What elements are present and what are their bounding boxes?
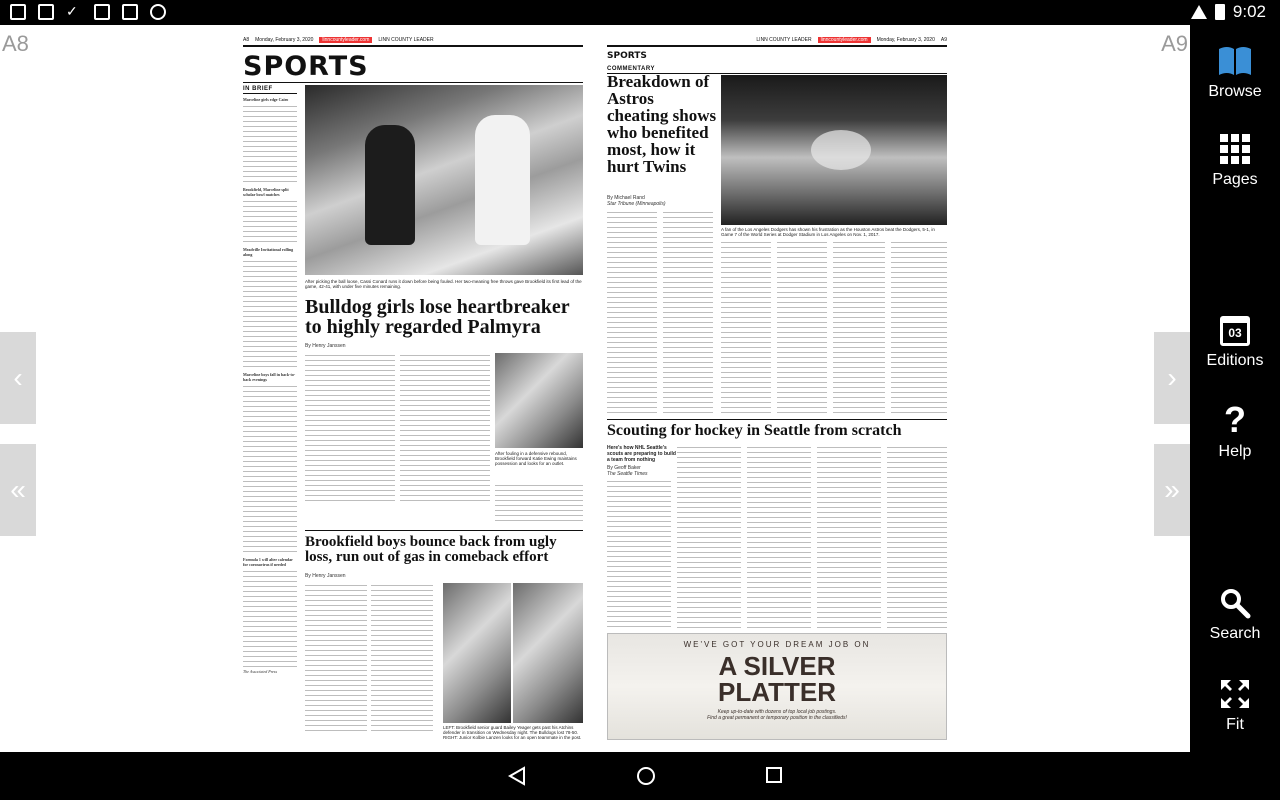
notification-icons bbox=[10, 4, 166, 20]
recents-icon[interactable] bbox=[765, 766, 783, 784]
ad-line: Keep up-to-date with dozens of top local job postings. bbox=[717, 709, 837, 715]
previous-page-button[interactable] bbox=[0, 332, 36, 424]
search-icon bbox=[1219, 587, 1251, 619]
calendar-icon bbox=[94, 4, 110, 20]
help-button[interactable]: ? Help bbox=[1190, 403, 1280, 461]
byline-source: The Seattle Times bbox=[607, 471, 648, 477]
brief-text bbox=[243, 259, 297, 369]
ad-line: A SILVER bbox=[718, 651, 836, 681]
brief-source: The Associated Press bbox=[243, 669, 277, 674]
back-icon[interactable] bbox=[507, 766, 527, 786]
grid-icon bbox=[1219, 133, 1251, 165]
headline-astros[interactable]: Breakdown of Astros cheating shows who benefited most, how it hurt Twins bbox=[607, 72, 717, 176]
fit-button[interactable]: Fit bbox=[1190, 678, 1280, 734]
clock: 9:02 bbox=[1232, 2, 1266, 21]
player-white-jersey bbox=[475, 115, 530, 245]
pages-button[interactable]: Pages bbox=[1190, 133, 1280, 189]
left-page-label: A8 bbox=[2, 31, 29, 56]
classifieds-ad[interactable] bbox=[607, 633, 947, 740]
website-tag: linncountyleader.com bbox=[818, 37, 871, 43]
divider bbox=[607, 419, 947, 420]
photo-caption: LEFT: Brookfield senior guard Bailey Yeager gets past his Atchins defender in transition on Wednesday night. The Bulldogs lost 78-50. RIGHT: Junior Kolbie Lanzen looks for an open teammate in the post. bbox=[443, 725, 582, 740]
article-text bbox=[677, 445, 741, 629]
ad-line: Find a great permanent or temporary position in the classifieds! bbox=[707, 715, 847, 721]
ad-line: PLATTER bbox=[718, 677, 836, 707]
wifi-icon bbox=[1191, 5, 1207, 19]
brief-text bbox=[243, 199, 297, 244]
calendar-icon: 03 bbox=[1220, 316, 1250, 346]
byline: By Michael Rand bbox=[607, 195, 645, 201]
player-dark-jersey bbox=[365, 125, 415, 245]
running-head: A8 Monday, February 3, 2020 linncountyleader.com LINN COUNTY LEADER bbox=[243, 35, 583, 47]
running-head: LINN COUNTY LEADER linncountyleader.com Monday, February 3, 2020 A9 bbox=[607, 35, 947, 47]
article-text bbox=[607, 210, 657, 415]
article-text bbox=[887, 445, 947, 629]
article-text bbox=[305, 353, 395, 503]
editions-button[interactable]: 03 Editions bbox=[1190, 316, 1280, 370]
ad-line: WE'VE GOT YOUR DREAM JOB ON bbox=[683, 640, 871, 649]
expand-icon bbox=[1219, 678, 1251, 710]
photo-caption: After fouling in a defensive rebound, Brookfield forward Katie Ewing maintains possession and looks for an outlet. bbox=[495, 451, 577, 466]
brief-headline: Meadville Invitational rolling along bbox=[243, 247, 294, 257]
brief-text bbox=[243, 569, 297, 669]
mail-icon bbox=[38, 4, 54, 20]
rebound-photo[interactable] bbox=[495, 353, 583, 448]
article-text bbox=[777, 240, 827, 415]
chevron-right-icon: › bbox=[1167, 362, 1177, 393]
website-tag: linncountyleader.com bbox=[319, 37, 372, 43]
home-icon[interactable] bbox=[636, 766, 656, 786]
in-brief-column: IN BRIEF Marceline girls edge Cairo Brookfield, Marceline split scholar bowl matches Meadville Invitational rolling along Marceline boys fall in back-to-back evenings Formula 1 will alter calendar for coronavirus if needed The Associated Press bbox=[243, 86, 296, 674]
article-text bbox=[305, 583, 367, 733]
checkmark-icon: ✓ bbox=[66, 3, 78, 19]
left-newspaper-page[interactable] bbox=[243, 35, 583, 740]
browse-button[interactable]: Browse bbox=[1190, 43, 1280, 101]
field-lights bbox=[811, 130, 871, 170]
question-mark-icon: ? bbox=[1224, 399, 1246, 440]
headline-boys-game[interactable]: Brookfield boys bounce back from ugly loss, run out of gas in comeback effort bbox=[305, 534, 557, 565]
article-text bbox=[747, 445, 811, 629]
article-text bbox=[495, 483, 583, 523]
headline-girls-game[interactable]: Bulldog girls lose heartbreaker to highly regarded Palmyra bbox=[305, 296, 570, 338]
article-text bbox=[400, 353, 490, 503]
byline-source: Star Tribune (Minneapolis) bbox=[607, 201, 666, 207]
section-title: SPORTS bbox=[243, 51, 583, 83]
last-page-button[interactable] bbox=[1154, 444, 1190, 536]
calendar-icon bbox=[122, 4, 138, 20]
brief-headline: Marceline girls edge Cairo bbox=[243, 97, 289, 102]
article-text bbox=[833, 240, 885, 415]
image-icon bbox=[10, 4, 26, 20]
boys-photo-right[interactable] bbox=[513, 583, 583, 723]
section-title: SPORTS bbox=[607, 51, 647, 61]
brief-headline: Formula 1 will alter calendar for coronavirus if needed bbox=[243, 557, 293, 567]
double-chevron-right-icon: » bbox=[1164, 474, 1180, 505]
article-text bbox=[371, 583, 433, 733]
chrome-icon bbox=[150, 4, 166, 20]
photo-caption: After picking the ball loose, Cassi Conard runs it down before being fouled. Her two-meaning free throws gave Brookfield its first lead of the game, 42-41, with under five minutes remaining. bbox=[305, 279, 582, 289]
article-text bbox=[891, 240, 947, 415]
article-text bbox=[721, 240, 771, 415]
article-text bbox=[663, 210, 713, 415]
divider bbox=[305, 530, 583, 531]
newspaper-viewer[interactable] bbox=[0, 25, 1190, 752]
brief-text bbox=[243, 104, 297, 184]
system-navigation-bar bbox=[0, 752, 1280, 800]
boys-photo-left[interactable] bbox=[443, 583, 511, 723]
kicker: COMMENTARY bbox=[607, 65, 947, 74]
byline: By Henry Janssen bbox=[305, 343, 346, 349]
app-sidebar bbox=[1190, 25, 1280, 752]
deck: Here's how NHL Seattle's scouts are preparing to build a team from nothing bbox=[607, 445, 676, 463]
dodger-stadium-photo[interactable] bbox=[721, 75, 947, 225]
first-page-button[interactable] bbox=[0, 444, 36, 536]
status-bar bbox=[0, 0, 1280, 25]
next-page-button[interactable] bbox=[1154, 332, 1190, 424]
chevron-left-icon: ‹ bbox=[13, 362, 23, 393]
book-icon bbox=[1217, 43, 1253, 77]
basketball-photo[interactable] bbox=[305, 85, 583, 275]
article-text bbox=[817, 445, 881, 629]
right-page-label: A9 bbox=[1161, 31, 1188, 56]
search-button[interactable]: Search bbox=[1190, 587, 1280, 643]
photo-caption: A fan of the Los Angeles Dodgers has shown his frustration as the Houston Astros beat the Dodgers, 5-1, in Game 7 of the World Series at Dodger Stadium in Los Angeles on Nov. 1, 2017. bbox=[721, 227, 935, 237]
byline: By Geoff Baker bbox=[607, 465, 641, 471]
battery-icon bbox=[1215, 4, 1225, 20]
brief-text bbox=[243, 384, 297, 554]
headline-seattle-hockey[interactable]: Scouting for hockey in Seattle from scratch bbox=[607, 422, 902, 439]
brief-headline: Brookfield, Marceline split scholar bowl matches bbox=[243, 187, 289, 197]
byline: By Henry Janssen bbox=[305, 573, 346, 579]
article-text bbox=[607, 479, 671, 629]
brief-headline: Marceline boys fall in back-to-back evenings bbox=[243, 372, 296, 382]
right-newspaper-page[interactable] bbox=[607, 35, 947, 740]
double-chevron-left-icon: « bbox=[10, 474, 26, 505]
